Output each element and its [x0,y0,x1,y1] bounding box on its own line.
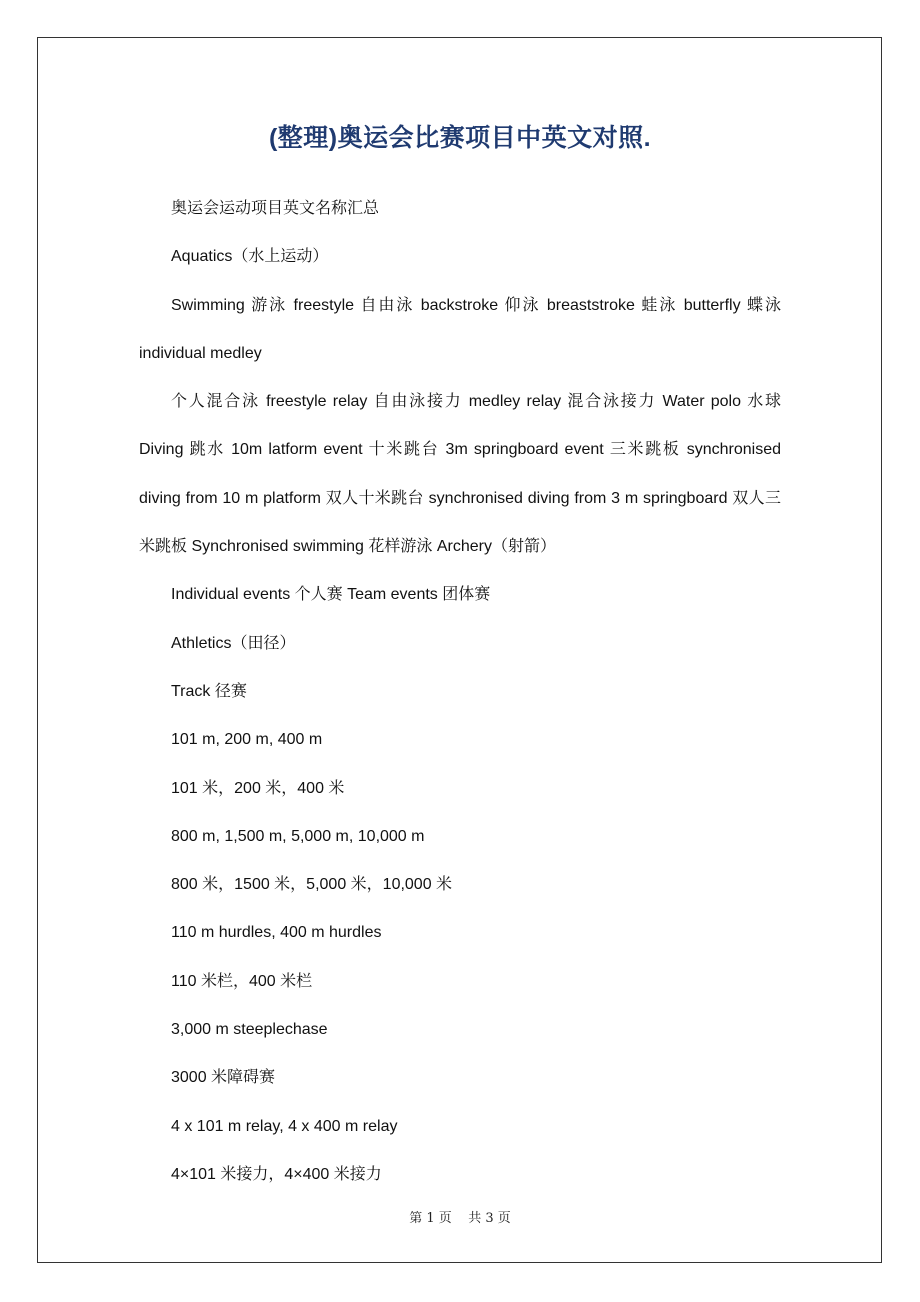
paragraph-aquatics-heading: Aquatics（水上运动） [171,248,329,266]
paragraph-relay-en: 4 x 101 m relay, 4 x 400 m relay [171,1117,398,1135]
document-title: (整理)奥运会比赛项目中英文对照. [268,124,652,152]
paragraph-swimming-events: 个人混合泳 freestyle relay 自由泳接力 medley relay 混合泳接力 Water polo 水球 Diving 跳水 10m latform event 十米跳台 3m springboard event 三米跳板 synchronised diving from 10 m platform 双人十米跳台 synchronised diving from 3 m springboard 双人三米跳板 Synchronised swimming 花样游泳 Archery（射箭） [139,393,781,556]
paragraph-athletics-heading: Athletics（田径） [171,634,296,652]
document-body [139,185,781,1199]
paragraph-sprints-en: 101 m, 200 m, 400 m [171,731,323,749]
paragraph-relay-zh: 4×101 米接力，4×400 米接力 [171,1165,382,1183]
paragraph-distance-zh: 800 米，1500 米，5,000 米，10,000 米 [171,876,453,894]
page-footer: 第 1 页 共 3 页 [409,1211,511,1226]
paragraph-swimming: Swimming 游泳 freestyle 自由泳 backstroke 仰泳 breaststroke 蛙泳 butterfly 蝶泳 individual medley [139,296,781,362]
paragraph-summary-heading: 奥运会运动项目英文名称汇总 [171,200,380,217]
paragraph-hurdles-zh: 110 米栏，400 米栏 [171,972,313,990]
paragraph-sprints-zh: 101 米，200 米，400 米 [171,779,345,797]
paragraph-steeplechase-en: 3,000 m steeplechase [171,1021,328,1039]
paragraph-distance-en: 800 m, 1,500 m, 5,000 m, 10,000 m [171,827,425,845]
paragraph-steeplechase-zh: 3000 米障碍赛 [171,1069,276,1087]
paragraph-track-heading: Track 径赛 [171,682,247,700]
paragraph-archery-events: Individual events 个人赛 Team events 团体赛 [171,586,491,604]
paragraph-hurdles-en: 110 m hurdles, 400 m hurdles [171,924,382,942]
